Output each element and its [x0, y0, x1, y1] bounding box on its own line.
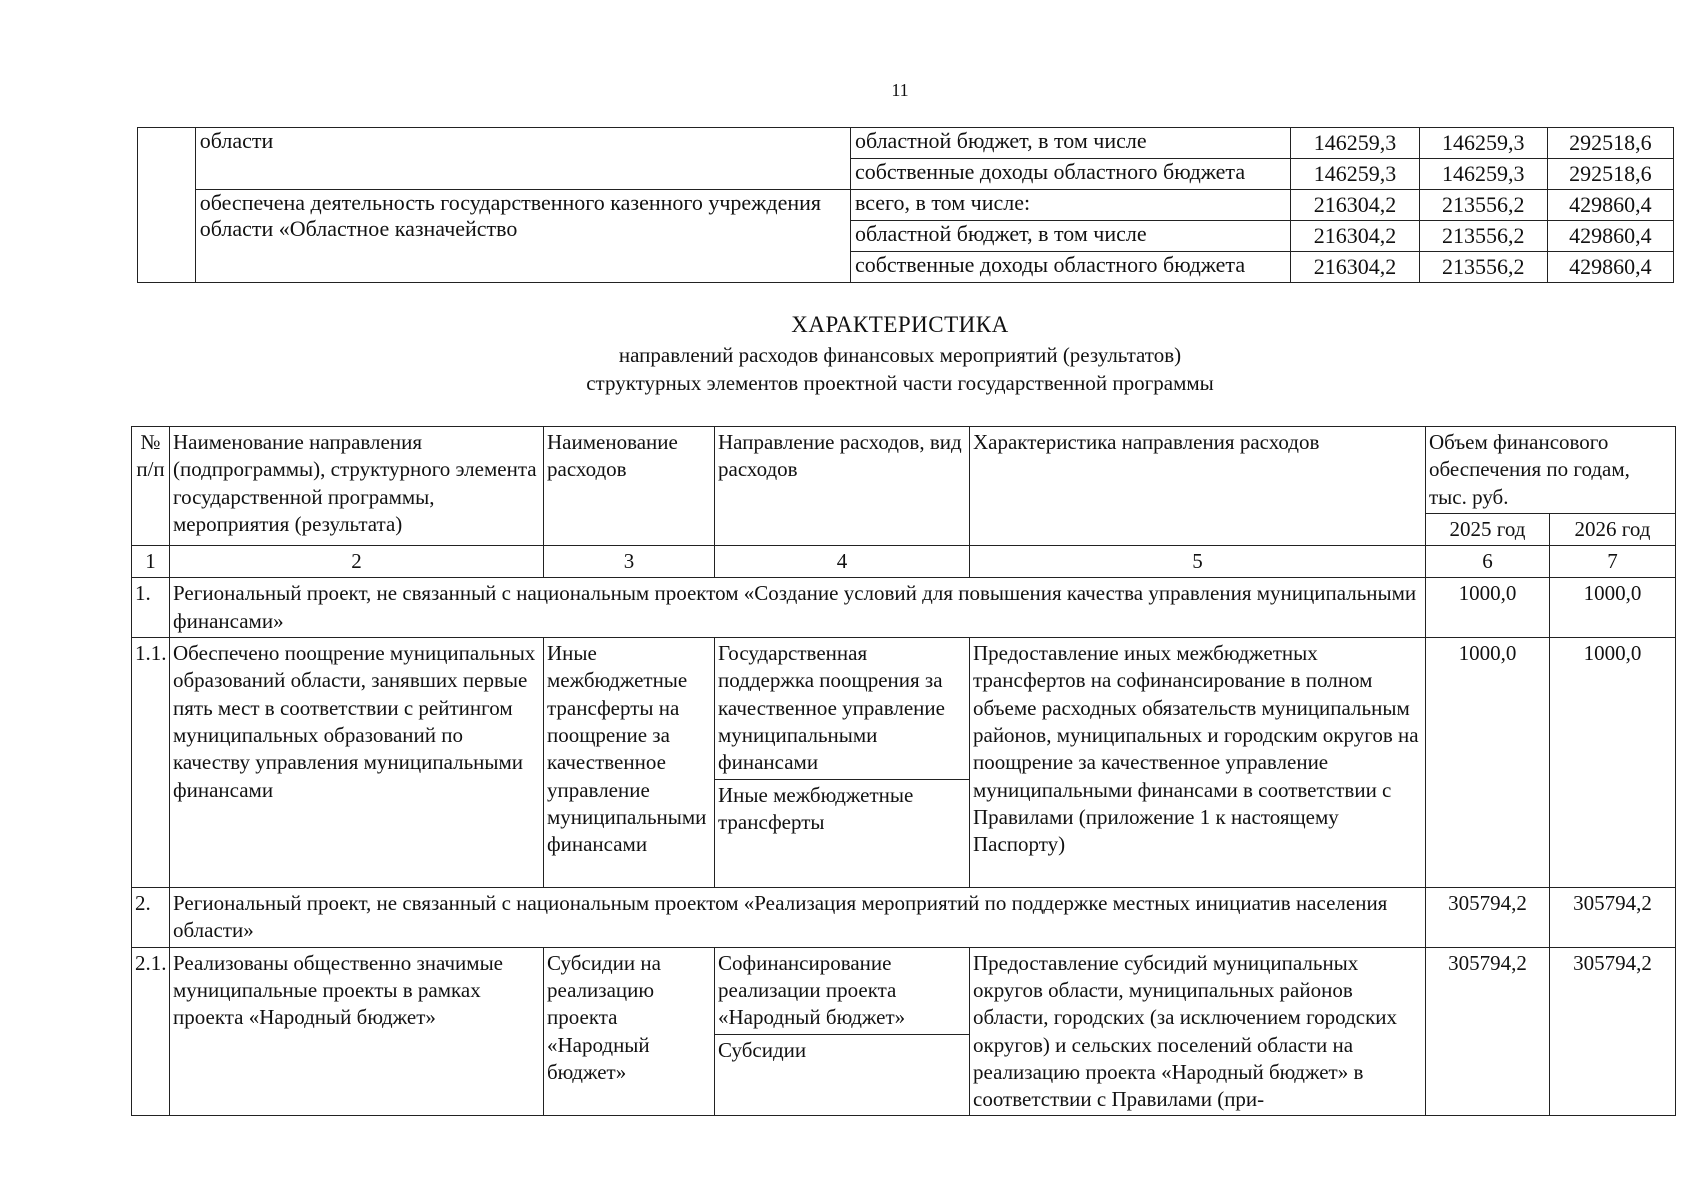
item-characteristic: Предоставление субсидий муниципальных округов области, муниципальных районов области, городских (за исключением городских округов) и сельских поселений области на реализацию проекта «Народный бюджет» в соответствии с Правилами (при- — [970, 947, 1426, 1116]
item-row — [132, 947, 1676, 1116]
section-title: ХАРАКТЕРИСТИКА — [791, 312, 1009, 337]
item-direction: Государственная поддержка поощрения за качественное управление муниципальными финансами — [718, 641, 945, 775]
cell-value: 213556,2 — [1419, 221, 1547, 252]
cell-source: областной бюджет, в том числе — [850, 128, 1290, 159]
header-year-2025: 2025 год — [1426, 513, 1550, 545]
cell-value: 292518,6 — [1547, 128, 1673, 159]
header-direction: Направление расходов, вид расходов — [715, 427, 970, 546]
item-direction-cell — [715, 638, 970, 888]
row-num: 2.1. — [132, 947, 170, 1116]
col-number: 2 — [170, 546, 544, 578]
table-row — [138, 128, 1674, 159]
project-title: Региональный проект, не связанный с национальным проектом «Реализация мероприятий по поддержке местных инициатив населения области» — [170, 888, 1426, 948]
cell-value: 216304,2 — [1291, 190, 1419, 221]
value-2026: 1000,0 — [1550, 638, 1676, 888]
item-kind: Субсидии — [715, 1034, 969, 1066]
column-number-row — [132, 546, 1676, 578]
project-row — [132, 578, 1676, 638]
row-num: 1. — [132, 578, 170, 638]
item-name: Обеспечено поощрение муниципальных образований области, занявших первые пять мест в соответствии с рейтингом муниципальных образований по качеству управления муниципальными финансами — [170, 638, 544, 888]
value-2025: 305794,2 — [1426, 947, 1550, 1116]
cell-value: 429860,4 — [1547, 190, 1673, 221]
item-direction: Софинансирование реализации проекта «Народный бюджет» — [718, 950, 906, 1030]
cell-value: 216304,2 — [1291, 221, 1419, 252]
cell-value: 146259,3 — [1291, 128, 1419, 159]
cell-name: области — [195, 128, 850, 190]
cell-value: 292518,6 — [1547, 159, 1673, 190]
cell-value: 146259,3 — [1419, 128, 1547, 159]
cell-value: 213556,2 — [1419, 252, 1547, 283]
cell-source: собственные доходы областного бюджета — [850, 159, 1290, 190]
item-name: Реализованы общественно значимые муниципальные проекты в рамках проекта «Народный бюджет» — [170, 947, 544, 1116]
direction-subtable — [715, 638, 969, 838]
header-name: Наименование направления (подпрограммы), структурного элемента государственной программы, мероприятия (результата) — [170, 427, 544, 546]
item-direction-cell — [715, 947, 970, 1116]
table-row — [138, 190, 1674, 221]
section-subtitle: структурных элементов проектной части государственной программы — [586, 371, 1214, 395]
cell-name: обеспечена деятельность государственного казенного учреждения области «Областное казначейство — [195, 190, 850, 283]
item-expense: Субсидии на реализацию проекта «Народный бюджет» — [544, 947, 715, 1116]
col-number: 1 — [132, 546, 170, 578]
item-row — [132, 638, 1676, 888]
direction-subtable — [715, 948, 969, 1066]
value-2026: 1000,0 — [1550, 578, 1676, 638]
col-number: 4 — [715, 546, 970, 578]
project-row — [132, 888, 1676, 948]
row-num: 2. — [132, 888, 170, 948]
header-num: № п/п — [132, 427, 170, 546]
blank-cell — [138, 128, 196, 283]
col-number: 3 — [544, 546, 715, 578]
header-year-2026: 2026 год — [1550, 513, 1676, 545]
col-number: 7 — [1550, 546, 1676, 578]
value-2025: 1000,0 — [1426, 638, 1550, 888]
main-table — [131, 426, 1676, 1116]
col-number: 5 — [970, 546, 1426, 578]
item-expense: Иные межбюджетные трансферты на поощрение за качественное управление муниципальными финансами — [544, 638, 715, 888]
header-expense-name: Наименование расходов — [544, 427, 715, 546]
cell-value: 146259,3 — [1419, 159, 1547, 190]
cell-value: 429860,4 — [1547, 221, 1673, 252]
row-num: 1.1. — [132, 638, 170, 888]
header-volume: Объем финансового обеспечения по годам, тыс. руб. — [1426, 427, 1676, 514]
value-2025: 305794,2 — [1426, 888, 1550, 948]
item-characteristic: Предоставление иных межбюджетных трансфертов на софинансирование в полном объеме расходных обязательств муниципальным районов, муниципальных и городским округов на поощрение за качественное управление муниципальными финансами в соответствии с Правилами (приложение 1 к настоящему Паспорту) — [970, 638, 1426, 888]
project-title: Региональный проект, не связанный с национальным проектом «Создание условий для повышения качества управления муниципальными финансами» — [170, 578, 1426, 638]
value-2026: 305794,2 — [1550, 888, 1676, 948]
col-number: 6 — [1426, 546, 1550, 578]
cell-value: 216304,2 — [1291, 252, 1419, 283]
value-2026: 305794,2 — [1550, 947, 1676, 1116]
top-table — [137, 127, 1674, 283]
cell-value: 213556,2 — [1419, 190, 1547, 221]
cell-source: областной бюджет, в том числе — [850, 221, 1290, 252]
cell-value: 146259,3 — [1291, 159, 1419, 190]
header-characteristic: Характеристика направления расходов — [970, 427, 1426, 546]
value-2025: 1000,0 — [1426, 578, 1550, 638]
page-number: 11 — [891, 80, 909, 100]
cell-source: всего, в том числе: — [850, 190, 1290, 221]
item-kind: Иные межбюджетные трансферты — [715, 779, 969, 838]
header-row — [132, 427, 1676, 514]
section-subtitle: направлений расходов финансовых мероприятий (результатов) — [618, 343, 1182, 367]
cell-value: 429860,4 — [1547, 252, 1673, 283]
cell-source: собственные доходы областного бюджета — [850, 252, 1290, 283]
